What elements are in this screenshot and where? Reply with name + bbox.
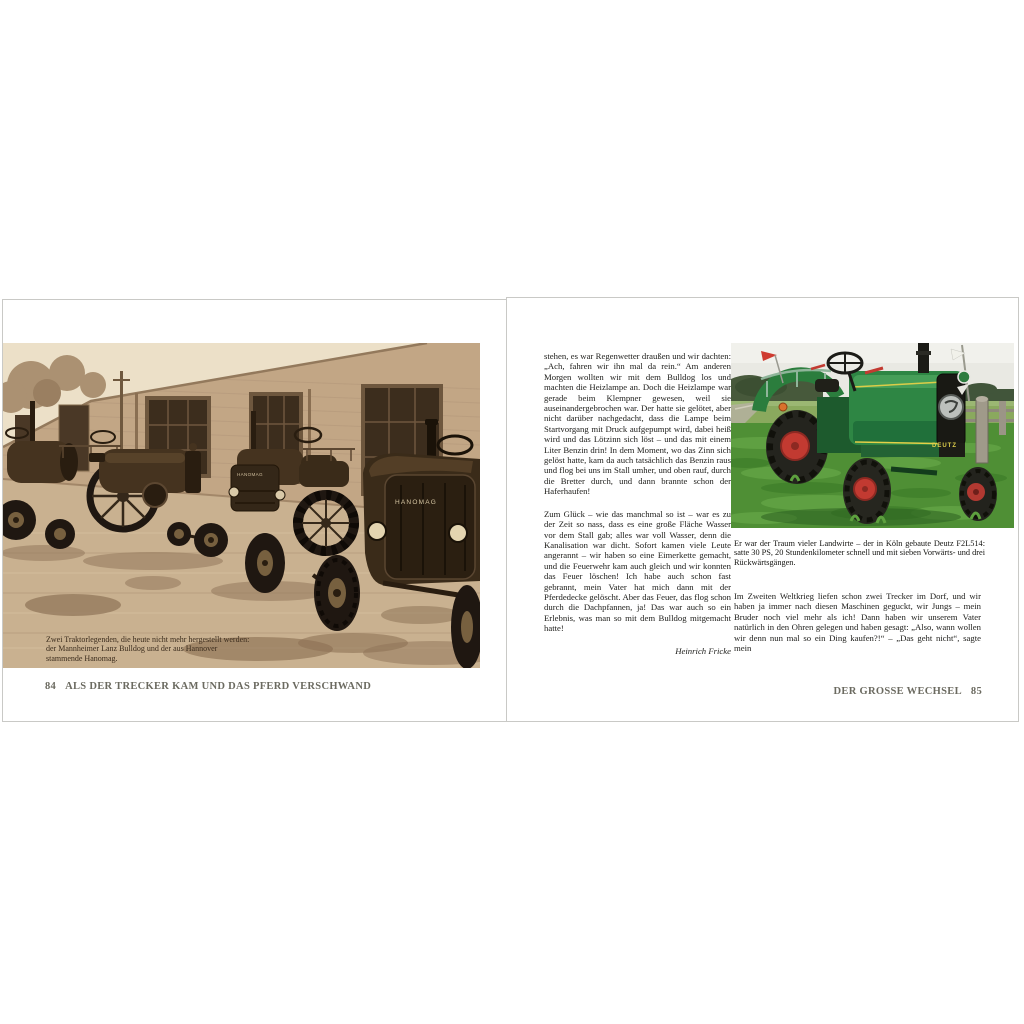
deutz-logo: [939, 395, 963, 419]
fender-lamp: [779, 403, 787, 411]
left-running-title: ALS DER TRECKER KAM UND DAS PFERD VERSCHWAND: [65, 681, 372, 692]
text-column: [544, 351, 731, 668]
hanomag-lanz-photo: [3, 343, 480, 668]
hanomag-grille-label-small: HANOMAG: [237, 472, 263, 477]
right-photo-caption: Er war der Traum vieler Landwirte – der in Köln gebaute Deutz F2L514: satte 30 PS, 20 Stundenkilometer schnell und mit sieben Vorwärts- und drei Rückwärtsgängen.: [734, 539, 985, 567]
right-page-number: 85: [970, 686, 982, 697]
exhaust: [918, 343, 929, 373]
paragraph-continued: Im Zweiten Weltkrieg liefen schon zwei Trecker im Dorf, und wir haben ja immer nach diesen Maschinen geguckt, wir Jungs – mein Bruder noch viel mehr als ich! Dann haben wir unserem Vater natürlich in den Ohren gelegen und haben gesagt: „Also, wann wollen wir denn nun mal so ein Ding kaufen?!“ – „Das geht nicht“, sagte mein: [734, 591, 981, 654]
right-running-title: DER GROSSE WECHSEL: [833, 686, 962, 697]
deutz-tractor-photo: [731, 343, 1014, 528]
seat: [815, 379, 839, 392]
sepia-tractor-scene: [3, 343, 480, 668]
front-wheel: [843, 458, 891, 524]
deutz-scene: [731, 343, 1014, 528]
deutz-hood-label: DEUTZ: [932, 443, 957, 449]
left-page: [2, 299, 506, 722]
hanomag-grille-label-large: HANOMAG: [395, 499, 437, 506]
paragraph-2: Zum Glück – wie das manchmal so ist – war es zu der Zeit so nass, dass es eine große Fläche Wasser vor dem Stall gab; alles war voll Wasser, denn die Kanalisation war dicht. Sofort kamen viele Leute angerannt – wir haben so eine Eimerkette gemacht, und die Feuerwehr kam auch gleich und wir konnten das Feuer löschen! Ich habe auch schon fast gebrannt, mein Vater hat mich dann mit der Pferdedecke gelöscht. Aber das Feuer, das flog schon durch die Dachpfannen, ja! Das war auch so ein Erlebnis, was man so mit dem Bulldog mitgemacht hatte!: [544, 508, 731, 634]
left-photo-caption: Zwei Traktorlegenden, die heute nicht mehr hergestellt werden: der Mannheimer Lanz Bulldog und der aus Hannover stammende Hanomag.: [46, 635, 250, 663]
attribution: Heinrich Fricke: [675, 645, 731, 656]
paragraph-1: stehen, es war Regenwetter draußen und wir dachten: „Ach, fahren wir ihn mal da rein.“ Am anderen Morgen wollten wir mit dem Bulldog los und machten die Heizlampe an. Doch die Heizlampe war gerade beim Klempner gewesen, weil sie auseinandergebrochen war. Der hatte sie gelötet, aber nicht darüber nachgedacht, dass die Lampe beim Startvorgang mit Druck aufgepumpt wird, dabei heiß wird und das Lötzinn sich löst – und das mit einem Liter Benzin drin! In dem Moment, wo das Zinn sich gelöst hatte, kam da auch tatsächlich das Benzin raus und flog bei uns im Stall umher, und oben rauf, durch die Bretter durch, und dann brannte schon der Haferhaufen!: [544, 351, 731, 497]
right-page: [506, 297, 1019, 722]
right-page-footer: [834, 686, 982, 697]
left-page-number: 84: [45, 681, 57, 692]
left-page-footer: [45, 681, 371, 692]
